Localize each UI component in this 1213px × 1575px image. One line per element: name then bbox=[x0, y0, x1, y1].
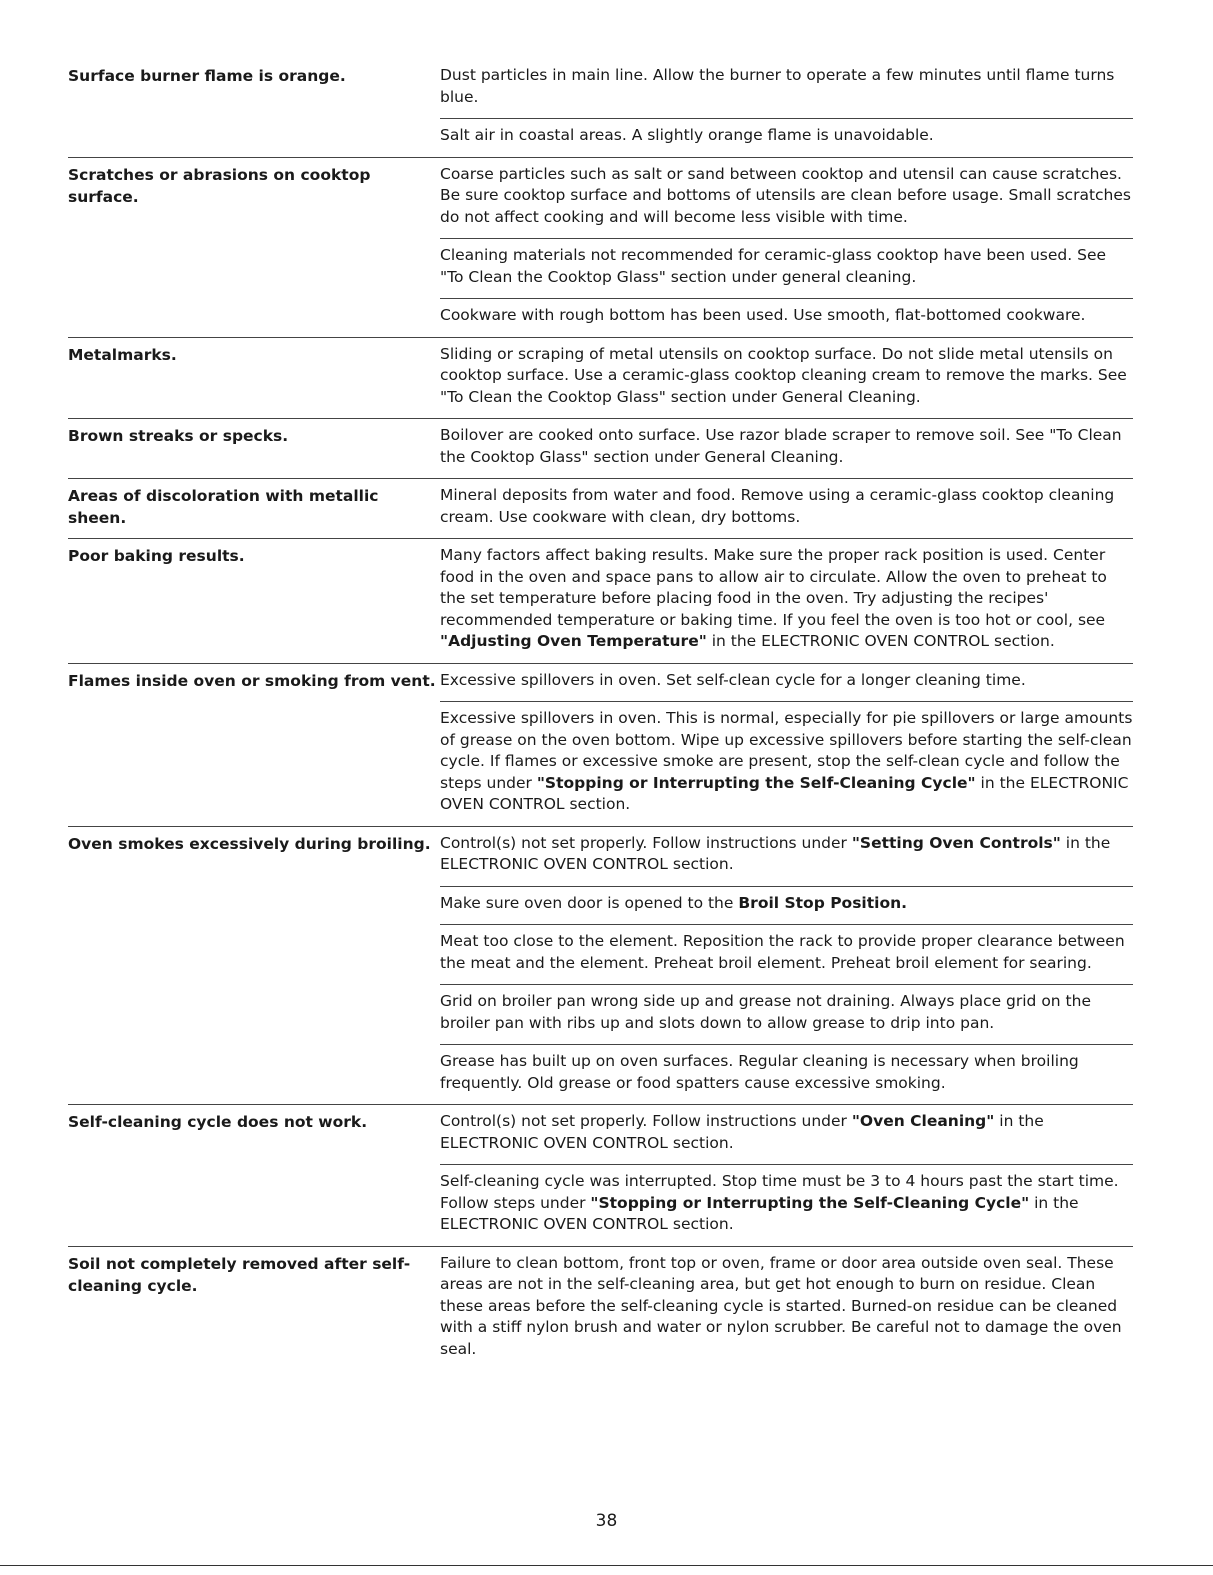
troubleshooting-table bbox=[68, 64, 1133, 1370]
problem-label: Flames inside oven or smoking from vent. bbox=[68, 671, 436, 690]
solution-segment: Sliding or scraping of metal utensils on cooktop surface. Do not slide metal utensils on cooktop surface. Use a ceramic-glass cooktop cleaning cream to remove the marks. See "To Clean the Cooktop Glass" section under General Cleaning. bbox=[440, 344, 1127, 406]
solution-list bbox=[440, 338, 1133, 419]
solution-list bbox=[440, 158, 1133, 337]
solution-segment: Excessive spillovers in oven. Set self-clean cycle for a longer cleaning time. bbox=[440, 670, 1026, 689]
problem-label: Surface burner flame is orange. bbox=[68, 67, 346, 85]
solution-text bbox=[440, 1105, 1133, 1164]
page-number: 38 bbox=[595, 1511, 618, 1531]
solution-text bbox=[440, 338, 1133, 419]
problem-row bbox=[68, 64, 1133, 157]
solution-segment: Grease has built up on oven surfaces. Regular cleaning is necessary when broiling frequently. Old grease or food spatters cause excessive smoking. bbox=[440, 1052, 1079, 1092]
solution-text bbox=[440, 664, 1133, 702]
solution-segment: Cleaning materials not recommended for ceramic-glass cooktop have been used. See "To Clean the Cooktop Glass" section under general cleaning. bbox=[440, 246, 1107, 286]
solution-segment: Excessive spillovers in oven. This is normal, especially for pie spillovers or large amounts of grease on the oven bottom. Wipe up excessive spillovers before starting the self-clean cycle. If flames or excessive smoke are present, stop the self-clean cycle and follow the steps under bbox=[440, 709, 1133, 792]
solution-segment: Salt air in coastal areas. A slightly orange flame is unavoidable. bbox=[440, 126, 934, 144]
solution-text bbox=[440, 1044, 1133, 1104]
solution-segment: Many factors affect baking results. Make sure the proper rack position is used. Center food in the oven and space pans to allow air to circulate. Allow the oven to preheat to the set temperature before placing food in the oven. Try adjusting the recipes' recommended temperature or baking time. If you feel the oven is too hot or cool, see bbox=[440, 546, 1107, 629]
solution-segment: Failure to clean bottom, front top or oven, frame or door area outside oven seal. These areas are not in the self-cleaning area, but get hot enough to burn on residue. Clean these areas before the self-cleaning cycle is started. Burned-on residue can be cleaned with a stiff nylon brush and water or nylon scrubber. Be careful not to damage the oven seal. bbox=[440, 1253, 1122, 1358]
solution-segment: Control(s) not set properly. Follow instructions under bbox=[440, 833, 852, 852]
problem-row bbox=[68, 157, 1133, 337]
solution-text bbox=[440, 419, 1133, 478]
solution-text bbox=[440, 1247, 1133, 1371]
problem-label: Scratches or abrasions on cooktop surface. bbox=[68, 165, 371, 206]
solution-segment: Cookware with rough bottom has been used. Use smooth, flat-bottomed cookware. bbox=[440, 306, 1086, 324]
solution-list bbox=[440, 64, 1133, 157]
solution-reference: Broil Stop Position. bbox=[738, 893, 908, 912]
solution-segment: Grid on broiler pan wrong side up and grease not draining. Always place grid on the broiler pan with ribs up and slots down to allow grease to drip into pan. bbox=[440, 992, 1091, 1032]
solution-text bbox=[440, 701, 1133, 826]
solution-list bbox=[440, 539, 1133, 663]
solution-segment: Boilover are cooked onto surface. Use razor blade scraper to remove soil. See "To Clean the Cooktop Glass" section under General Cleaning. bbox=[440, 426, 1122, 466]
solution-text bbox=[440, 827, 1133, 886]
solution-segment: in the ELECTRONIC OVEN CONTROL section. bbox=[706, 632, 1055, 650]
problem-label: Metalmarks. bbox=[68, 345, 177, 364]
problem-label: Poor baking results. bbox=[68, 547, 245, 565]
solution-text bbox=[440, 984, 1133, 1044]
problem-label: Brown streaks or specks. bbox=[68, 427, 289, 445]
solution-text bbox=[440, 1164, 1133, 1246]
solution-segment: Dust particles in main line. Allow the burner to operate a few minutes until flame turns blue. bbox=[440, 66, 1115, 106]
solution-text bbox=[440, 118, 1133, 157]
problem-row bbox=[68, 1104, 1133, 1246]
problem-row bbox=[68, 478, 1133, 538]
problem-row bbox=[68, 418, 1133, 478]
solution-segment: in the ELECTRONIC OVEN CONTROL section. bbox=[440, 1112, 1044, 1152]
solution-text bbox=[440, 539, 1133, 663]
solution-text bbox=[440, 64, 1133, 118]
solution-reference: "Stopping or Interrupting the Self-Cleaning Cycle" bbox=[536, 773, 976, 792]
problem-row bbox=[68, 538, 1133, 663]
solution-text bbox=[440, 158, 1133, 239]
solution-list bbox=[440, 419, 1133, 478]
solution-reference: "Adjusting Oven Temperature" bbox=[440, 632, 707, 650]
solution-text bbox=[440, 238, 1133, 298]
bottom-rule bbox=[0, 1565, 1213, 1566]
solution-segment: Make sure oven door is opened to the bbox=[440, 893, 739, 912]
solution-segment: Control(s) not set properly. Follow instructions under bbox=[440, 1112, 852, 1130]
solution-list bbox=[440, 1105, 1133, 1246]
solution-segment: in the ELECTRONIC OVEN CONTROL section. bbox=[440, 1193, 1079, 1233]
problem-row bbox=[68, 826, 1133, 1105]
problem-label: Oven smokes excessively during broiling. bbox=[68, 834, 431, 853]
solution-reference: "Stopping or Interrupting the Self-Cleaning Cycle" bbox=[590, 1193, 1030, 1212]
solution-text bbox=[440, 298, 1133, 337]
solution-text bbox=[440, 886, 1133, 925]
solution-list bbox=[440, 664, 1133, 826]
solution-text bbox=[440, 479, 1133, 538]
solution-list bbox=[440, 479, 1133, 538]
problem-row bbox=[68, 1246, 1133, 1371]
problem-label: Soil not completely removed after self-cleaning cycle. bbox=[68, 1254, 411, 1295]
solution-segment: Mineral deposits from water and food. Remove using a ceramic-glass cooktop cleaning cream. Use cookware with clean, dry bottoms. bbox=[440, 486, 1115, 526]
solution-segment: in the ELECTRONIC OVEN CONTROL section. bbox=[440, 773, 1129, 813]
solution-segment: Self-cleaning cycle was interrupted. Stop time must be 3 to 4 hours past the start time. Follow steps under bbox=[440, 1172, 1119, 1212]
solution-segment: in the ELECTRONIC OVEN CONTROL section. bbox=[440, 833, 1111, 873]
problem-row bbox=[68, 663, 1133, 826]
problem-label: Self-cleaning cycle does not work. bbox=[68, 1113, 368, 1131]
solution-list bbox=[440, 827, 1133, 1105]
problem-row bbox=[68, 337, 1133, 419]
solution-segment: Coarse particles such as salt or sand between cooktop and utensil can cause scratches. Be sure cooktop surface and bottoms of utensils are clean before usage. Small scratches do not affect cooking and will become less visible with time. bbox=[440, 164, 1131, 226]
problem-label: Areas of discoloration with metallic sheen. bbox=[68, 487, 379, 527]
solution-list bbox=[440, 1247, 1133, 1371]
solution-reference: "Oven Cleaning" bbox=[851, 1112, 995, 1130]
solution-text bbox=[440, 924, 1133, 984]
solution-segment: Meat too close to the element. Reposition the rack to provide proper clearance between the meat and the element. Preheat broil element. Preheat broil element for searing. bbox=[440, 932, 1125, 972]
solution-reference: "Setting Oven Controls" bbox=[851, 833, 1061, 852]
